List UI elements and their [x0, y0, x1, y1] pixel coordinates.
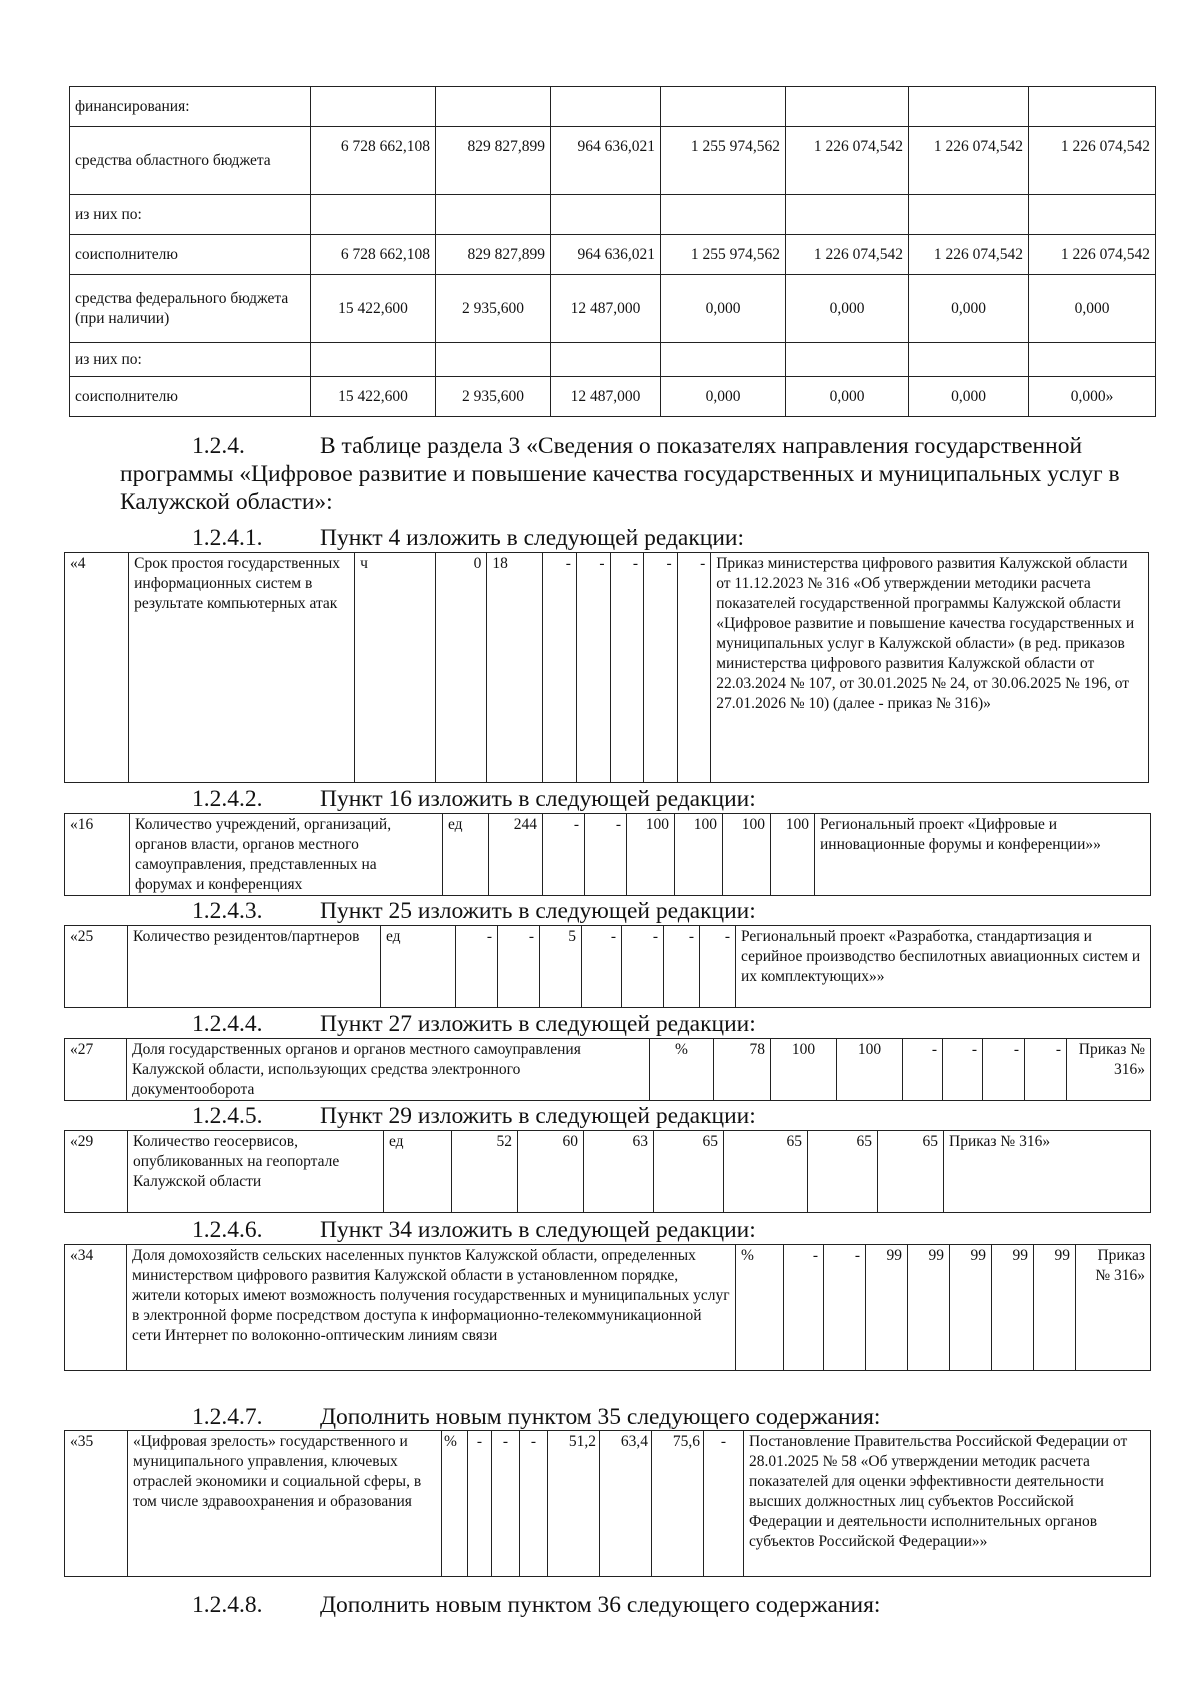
value-cell: 99	[866, 1245, 908, 1371]
table-row	[65, 926, 1151, 1008]
section-title: Пункт 29 изложить в следующей редакции:	[320, 1103, 756, 1129]
value-cell: 6 728 662,108	[311, 235, 436, 275]
value-cell: 1 255 974,562	[661, 235, 786, 275]
source-document: Приказ № 316»	[1076, 1245, 1151, 1371]
value-cell: 1 226 074,542	[909, 127, 1029, 195]
value-cell: 964 636,021	[551, 127, 661, 195]
indicator-table-4	[64, 552, 1149, 783]
source-document: Приказ министерства цифрового развития Калужской области от 11.12.2023 № 316 «Об утверждении методики расчета показателей государственной программы Калужской области «Цифровое развитие и повышение качества государственных и муниципальных услуг в Калужской области» (в ред. приказов министерства цифрового развития Калужской области от 22.03.2024 № 107, от 30.01.2025 № 24, от 30.06.2025 № 196, от 27.01.2026 № 10) (далее - приказ № 316)»	[711, 553, 1149, 783]
value-cell: -	[664, 926, 700, 1008]
value-cell: 0,000	[909, 377, 1029, 417]
value-cell: 100	[771, 814, 815, 896]
section-number: 1.2.4.5.	[192, 1103, 263, 1129]
table-row	[65, 1245, 1151, 1371]
indicator-name: Количество геосервисов, опубликованных на геопортале Калужской области	[128, 1131, 384, 1213]
unit: %	[442, 1431, 468, 1577]
indicator-name: Количество учреждений, организаций, органов власти, органов местного самоуправления, представленных на форумах и конференциях	[130, 814, 443, 896]
value-cell: 6 728 662,108	[311, 127, 436, 195]
table-row	[65, 553, 1149, 783]
value-cell: -	[498, 926, 540, 1008]
value-cell: 99	[992, 1245, 1034, 1371]
value-cell: 0,000	[661, 275, 786, 343]
row-number: «4	[65, 553, 129, 783]
value-cell: 18	[487, 553, 543, 783]
table-row	[65, 1131, 1151, 1213]
value-cell: 99	[908, 1245, 950, 1371]
indicator-table-34	[64, 1244, 1151, 1371]
indicator-table-25	[64, 925, 1151, 1008]
table-row	[65, 814, 1151, 896]
section-title: Пункт 4 изложить в следующей редакции:	[320, 525, 745, 551]
value-cell: 0,000»	[1029, 377, 1156, 417]
value-cell: 1 226 074,542	[1029, 235, 1156, 275]
value-cell: 99	[950, 1245, 992, 1371]
indicator-table-27	[64, 1038, 1151, 1101]
value-cell: -	[520, 1431, 548, 1577]
value-cell: 1 255 974,562	[661, 127, 786, 195]
table-row	[70, 127, 1156, 195]
value-cell: -	[824, 1245, 866, 1371]
source-document: Приказ № 316»	[944, 1131, 1151, 1213]
value-cell: 2 935,600	[436, 275, 551, 343]
value-cell: 100	[837, 1039, 903, 1101]
value-cell: -	[468, 1431, 492, 1577]
row-number: «34	[65, 1245, 127, 1371]
section-title: Пункт 16 изложить в следующей редакции:	[320, 786, 756, 812]
value-cell: -	[610, 553, 644, 783]
value-cell: 65	[808, 1131, 878, 1213]
row-number: «16	[65, 814, 130, 896]
unit: ед	[443, 814, 489, 896]
value-cell: -	[983, 1039, 1025, 1101]
indicator-name: Доля государственных органов и органов местного самоуправления Калужской области, использующих средства электронного документооборота	[127, 1039, 650, 1101]
section-title: Пункт 34 изложить в следующей редакции:	[320, 1217, 756, 1243]
row-label: из них по:	[70, 195, 311, 235]
row-label: средства федерального бюджета (при наличии)	[70, 275, 311, 343]
indicator-name: Количество резидентов/партнеров	[128, 926, 381, 1008]
value-cell: -	[677, 553, 711, 783]
value-cell: 244	[489, 814, 543, 896]
value-cell: 5	[540, 926, 582, 1008]
value-cell: 1 226 074,542	[786, 127, 909, 195]
value-cell: 78	[714, 1039, 771, 1101]
value-cell: 100	[771, 1039, 837, 1101]
value-cell: 100	[627, 814, 675, 896]
source-document: Постановление Правительства Российской Федерации от 28.01.2025 № 58 «Об утверждении методик расчета показателей для оценки эффективности деятельности высших должностных лиц субъектов Российской Федерации и деятельности исполнительных органов субъектов Российской Федерации»»	[744, 1431, 1151, 1577]
section-title: Дополнить новым пунктом 36 следующего содержания:	[320, 1592, 881, 1618]
intro-number: 1.2.4.	[192, 433, 245, 459]
value-cell: 51,2	[548, 1431, 600, 1577]
value-cell: 0,000	[661, 377, 786, 417]
indicator-table-29	[64, 1130, 1151, 1213]
value-cell: -	[700, 926, 736, 1008]
unit: ч	[355, 553, 436, 783]
value-cell: -	[543, 553, 577, 783]
indicator-table-35	[64, 1430, 1151, 1577]
value-cell: -	[622, 926, 664, 1008]
value-cell: 0,000	[1029, 275, 1156, 343]
value-cell: 0,000	[909, 275, 1029, 343]
value-cell: 100	[723, 814, 771, 896]
indicator-name: «Цифровая зрелость» государственного и муниципального управления, ключевых отраслей экономики и социальной сферы, в том числе здравоохранения и образования	[128, 1431, 442, 1577]
unit: ед	[384, 1131, 452, 1213]
value-cell: -	[582, 926, 622, 1008]
value-cell: -	[576, 553, 610, 783]
value-cell: 75,6	[652, 1431, 704, 1577]
row-label: средства областного бюджета	[70, 127, 311, 195]
source-document: Региональный проект «Разработка, стандартизация и серийное производство беспилотных авиационных систем и их комплектующих»»	[736, 926, 1151, 1008]
section-number: 1.2.4.8.	[192, 1592, 263, 1618]
table-row	[65, 1039, 1151, 1101]
unit: %	[650, 1039, 714, 1101]
value-cell: 0	[436, 553, 487, 783]
row-number: «27	[65, 1039, 127, 1101]
value-cell: 15 422,600	[311, 377, 436, 417]
value-cell: -	[492, 1431, 520, 1577]
value-cell: 65	[878, 1131, 944, 1213]
table-row	[70, 343, 1156, 377]
value-cell: 52	[452, 1131, 518, 1213]
row-number: «25	[65, 926, 128, 1008]
source-document: Приказ № 316»	[1067, 1039, 1151, 1101]
indicator-name: Доля домохозяйств сельских населенных пунктов Калужской области, определенных министерством цифрового развития Калужской области в установленном порядке, жители которых имеют возможность получения государственных и муниципальных услуг в электронной форме посредством доступа к информационно-телекоммуникационной сети Интернет по волоконно-оптическим линиям связи	[127, 1245, 736, 1371]
section-number: 1.2.4.4.	[192, 1011, 263, 1037]
value-cell: -	[644, 553, 678, 783]
value-cell: -	[585, 814, 627, 896]
value-cell: 0,000	[786, 377, 909, 417]
value-cell: 100	[675, 814, 723, 896]
value-cell: -	[704, 1431, 744, 1577]
value-cell: 0,000	[786, 275, 909, 343]
row-label: соисполнителю	[70, 235, 311, 275]
section-number: 1.2.4.6.	[192, 1217, 263, 1243]
value-cell: 99	[1034, 1245, 1076, 1371]
unit: %	[736, 1245, 784, 1371]
finance-table	[69, 86, 1156, 417]
value-cell: -	[784, 1245, 824, 1371]
value-cell: 964 636,021	[551, 235, 661, 275]
value-cell: 1 226 074,542	[1029, 127, 1156, 195]
table-row	[70, 377, 1156, 417]
value-cell: 15 422,600	[311, 275, 436, 343]
row-label: соисполнителю	[70, 377, 311, 417]
value-cell: 829 827,899	[436, 127, 551, 195]
row-label: из них по:	[70, 343, 311, 377]
indicator-table-16	[64, 813, 1151, 896]
table-row	[70, 235, 1156, 275]
table-row	[70, 275, 1156, 343]
value-cell: 829 827,899	[436, 235, 551, 275]
table-row	[70, 195, 1156, 235]
intro-text: В таблице раздела 3 «Сведения о показателях направления государственной программы «Цифровое развитие и повышение качества государственных и муниципальных услуг в Калужской области»:	[120, 433, 1120, 515]
value-cell: 63	[584, 1131, 654, 1213]
value-cell: 60	[518, 1131, 584, 1213]
section-number: 1.2.4.7.	[192, 1404, 263, 1430]
value-cell: 63,4	[600, 1431, 652, 1577]
section-title: Пункт 25 изложить в следующей редакции:	[320, 898, 756, 924]
indicator-name: Срок простоя государственных информационных систем в результате компьютерных атак	[129, 553, 355, 783]
row-label: финансирования:	[70, 87, 311, 127]
source-document: Региональный проект «Цифровые и инновационные форумы и конференции»»	[815, 814, 1151, 896]
unit: ед	[381, 926, 456, 1008]
section-number: 1.2.4.1.	[192, 525, 263, 551]
value-cell: -	[1025, 1039, 1067, 1101]
row-number: «29	[65, 1131, 128, 1213]
section-title: Дополнить новым пунктом 35 следующего содержания:	[320, 1404, 881, 1430]
intro-paragraph	[120, 432, 1153, 516]
value-cell: -	[543, 814, 585, 896]
section-number: 1.2.4.3.	[192, 898, 263, 924]
value-cell: 1 226 074,542	[909, 235, 1029, 275]
value-cell: 2 935,600	[436, 377, 551, 417]
section-title: Пункт 27 изложить в следующей редакции:	[320, 1011, 756, 1037]
table-row	[70, 87, 1156, 127]
value-cell: -	[903, 1039, 943, 1101]
value-cell: 1 226 074,542	[786, 235, 909, 275]
value-cell: 65	[724, 1131, 808, 1213]
value-cell: -	[943, 1039, 983, 1101]
value-cell: 12 487,000	[551, 275, 661, 343]
value-cell: 65	[654, 1131, 724, 1213]
row-number: «35	[65, 1431, 128, 1577]
section-number: 1.2.4.2.	[192, 786, 263, 812]
table-row	[65, 1431, 1151, 1577]
value-cell: 12 487,000	[551, 377, 661, 417]
value-cell: -	[456, 926, 498, 1008]
